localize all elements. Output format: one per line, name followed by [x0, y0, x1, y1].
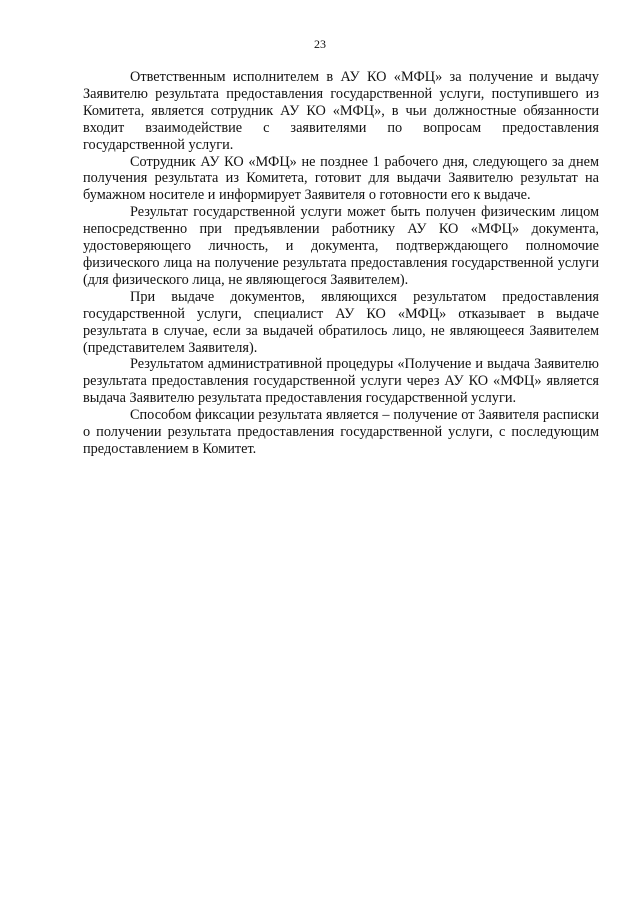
paragraph-receipt-conditions: Результат государственной услуги может быть получен физическим лицом непосредственно при предъявлении работнику АУ КО «МФЦ» документа, удостоверяющего личность, и документа, подтверждающего полномочие физического лица на получение результата предоставления государственной услуги (для физического лица, не являющегося Заявителем). — [83, 204, 599, 288]
paragraph-refusal-to-issue: При выдаче документов, являющихся результатом предоставления государственной услуги, специалист АУ КО «МФЦ» отказывает в выдаче результата в случае, если за выдачей обратилось лицо, не являющееся Заявителем (представителем Заявителя). — [83, 288, 599, 356]
page-number: 23 — [314, 37, 326, 51]
paragraph-result-recording: Способом фиксации результата является – получение от Заявителя расписки о получении результата предоставления государственной услуги, с последующим предоставлением в Комитет. — [83, 407, 599, 457]
paragraph-preparation-deadline: Сотрудник АУ КО «МФЦ» не позднее 1 рабочего дня, следующего за днем получения результата из Комитета, готовит для выдачи Заявителю результат на бумажном носителе и информирует Заявителя о готовности его к выдаче. — [83, 153, 599, 204]
paragraph-procedure-result: Результатом административной процедуры «Получение и выдача Заявителю результата предоставления государственной услуги через АУ КО «МФЦ» является выдача Заявителю результата предоставления государственной услуги. — [83, 356, 599, 407]
paragraph-responsible-executor: Ответственным исполнителем в АУ КО «МФЦ» за получение и выдачу Заявителю результата предоставления государственной услуги, поступившего из Комитета, является сотрудник АУ КО «МФЦ», в чьи должностные обязанности входит взаимодействие с заявителями по вопросам предоставления государственной услуги. — [83, 69, 599, 153]
document-body — [83, 69, 599, 458]
